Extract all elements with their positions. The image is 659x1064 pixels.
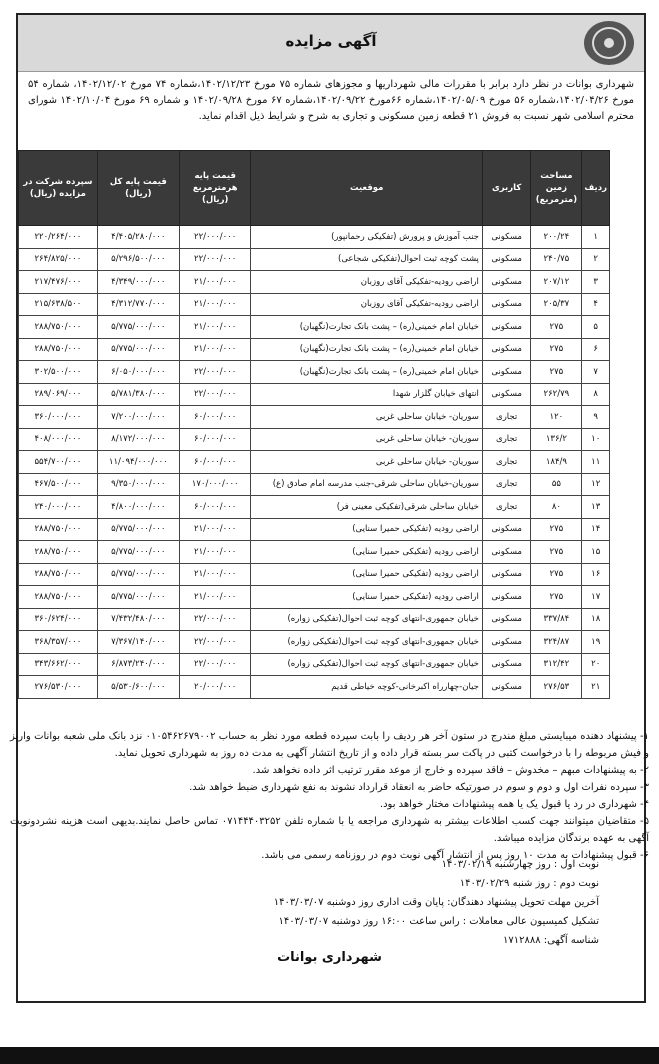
cell-location: خیابان امام خمینی(ره) – پشت بانک تجارت(نگهبان) xyxy=(251,361,482,384)
cell-usage: مسکونی xyxy=(482,361,530,384)
condition-item: ۶- قبول پیشنهادات به مدت ۱۰ روز پس از انتشار آگهی نوبت دوم در روزنامه رسمی می باشد. xyxy=(261,850,649,861)
cell-location: اراضی رودیه-تفکیکی آقای روزبان xyxy=(251,271,482,294)
condition-item: ۴- شهرداری در رد یا قبول یک یا همه پیشنهادات مختار خواهد بود. xyxy=(379,799,649,810)
header-total-price: قیمت پایه کل (ریال) xyxy=(97,151,179,226)
table-header-row xyxy=(19,151,610,226)
cell-deposit: ۳۶۰/۶۲۴/۰۰۰ xyxy=(19,608,98,631)
conditions-list xyxy=(10,728,649,864)
cell-usage: مسکونی xyxy=(482,676,530,699)
cell-deposit: ۲۱۷/۴۷۶/۰۰۰ xyxy=(19,271,98,294)
table-row xyxy=(19,428,610,451)
cell-deposit: ۵۵۴/۷۰۰/۰۰۰ xyxy=(19,451,98,474)
cell-usage: مسکونی xyxy=(482,316,530,339)
cell-total-price: ۱۱/۰۹۴/۰۰۰/۰۰۰ xyxy=(97,451,179,474)
notice-first-publication: نوبت اول : روز چهارشنبه ۱۴۰۳/۰۲/۱۹ xyxy=(441,859,599,870)
cell-total-price: ۵/۷۷۵/۰۰۰/۰۰۰ xyxy=(97,518,179,541)
cell-usage: تجاری xyxy=(482,473,530,496)
cell-area: ۳۲۴/۸۷ xyxy=(531,631,582,654)
cell-deposit: ۲۸۸/۷۵۰/۰۰۰ xyxy=(19,518,98,541)
cell-area: ۲۷۵ xyxy=(531,586,582,609)
cell-location: اراضی رودیه (تفکیکی حمیرا سنایی) xyxy=(251,563,482,586)
cell-usage: تجاری xyxy=(482,406,530,429)
condition-item: ۲- به پیشنهادات مبهم – مخدوش – فاقد سپرده و خارج از موعد مقرر ترتیب اثر داده نخواهد شد. xyxy=(252,765,649,776)
cell-deposit: ۲۸۸/۷۵۰/۰۰۰ xyxy=(19,563,98,586)
cell-location: اراضی رودیه (تفکیکی حمیرا سنایی) xyxy=(251,518,482,541)
header-area: مساحت زمین (مترمربع) xyxy=(531,151,582,226)
cell-row-number: ۱۹ xyxy=(582,631,610,654)
cell-deposit: ۲۸۸/۷۵۰/۰۰۰ xyxy=(19,316,98,339)
cell-area: ۲۴۰/۷۵ xyxy=(531,248,582,271)
cell-row-number: ۲۰ xyxy=(582,653,610,676)
cell-area: ۲۷۵ xyxy=(531,361,582,384)
cell-row-number: ۱۵ xyxy=(582,541,610,564)
cell-unit-price: ۲۲/۰۰۰/۰۰۰ xyxy=(179,608,251,631)
cell-location: خیابان امام خمینی(ره) – پشت بانک تجارت(نگهبان) xyxy=(251,316,482,339)
cell-row-number: ۶ xyxy=(582,338,610,361)
cell-row-number: ۹ xyxy=(582,406,610,429)
notice-second-publication: نوبت دوم : روز شنبه ۱۴۰۳/۰۲/۲۹ xyxy=(459,878,599,889)
cell-usage: تجاری xyxy=(482,428,530,451)
condition-item: ۵- متقاضیان میتوانند جهت کسب اطلاعات بیشتر به شهرداری مراجعه یا با شماره تلفن ۰۷۱۴۴۴۰۳۲۵۲ تماس حاصل نمایند.بدیهی است هزینه نشردونوبت آگهی به عهده برندگان مزایده میباشد. xyxy=(10,816,649,844)
cell-unit-price: ۲۱/۰۰۰/۰۰۰ xyxy=(179,563,251,586)
cell-deposit: ۲۴۰/۰۰۰/۰۰۰ xyxy=(19,496,98,519)
cell-row-number: ۱ xyxy=(582,226,610,249)
cell-unit-price: ۶۰/۰۰۰/۰۰۰ xyxy=(179,496,251,519)
cell-row-number: ۱۲ xyxy=(582,473,610,496)
cell-deposit: ۳۶۰/۰۰۰/۰۰۰ xyxy=(19,406,98,429)
table-row xyxy=(19,383,610,406)
cell-unit-price: ۶۰/۰۰۰/۰۰۰ xyxy=(179,451,251,474)
cell-area: ۲۰۵/۳۷ xyxy=(531,293,582,316)
cell-location: اراضی رودیه (تفکیکی حمیرا سنایی) xyxy=(251,586,482,609)
cell-total-price: ۷/۲۰۰/۰۰۰/۰۰۰ xyxy=(97,406,179,429)
cell-row-number: ۱۳ xyxy=(582,496,610,519)
cell-usage: مسکونی xyxy=(482,586,530,609)
cell-location: سوریان- خیابان ساحلی غربی xyxy=(251,406,482,429)
cell-total-price: ۵/۷۷۵/۰۰۰/۰۰۰ xyxy=(97,338,179,361)
cell-area: ۵۵ xyxy=(531,473,582,496)
table-row xyxy=(19,338,610,361)
cell-location: خیابان جمهوری-انتهای کوچه ثبت احوال(تفکیکی زواره) xyxy=(251,653,482,676)
cell-deposit: ۲۷۶/۵۳۰/۰۰۰ xyxy=(19,676,98,699)
cell-row-number: ۸ xyxy=(582,383,610,406)
cell-unit-price: ۲۲/۰۰۰/۰۰۰ xyxy=(179,383,251,406)
cell-usage: مسکونی xyxy=(482,518,530,541)
cell-unit-price: ۶۰/۰۰۰/۰۰۰ xyxy=(179,428,251,451)
cell-total-price: ۶/۰۵۰/۰۰۰/۰۰۰ xyxy=(97,361,179,384)
cell-location: خیابان امام خمینی(ره) – پشت بانک تجارت(نگهبان) xyxy=(251,338,482,361)
table-row xyxy=(19,271,610,294)
header-unit-price: قیمت پایه هرمترمربع (ریال) xyxy=(179,151,251,226)
cell-usage: مسکونی xyxy=(482,541,530,564)
cell-location: سوریان-خیابان ساحلی شرقی-جنب مدرسه امام صادق (ع) xyxy=(251,473,482,496)
cell-row-number: ۲ xyxy=(582,248,610,271)
cell-location: سوریان- خیابان ساحلی غربی xyxy=(251,451,482,474)
cell-row-number: ۲۱ xyxy=(582,676,610,699)
cell-deposit: ۳۶۸/۳۵۷/۰۰۰ xyxy=(19,631,98,654)
cell-location: خیابان جمهوری-انتهای کوچه ثبت احوال(تفکیکی زواره) xyxy=(251,608,482,631)
cell-usage: مسکونی xyxy=(482,248,530,271)
cell-total-price: ۵/۵۳۰/۶۰۰/۰۰۰ xyxy=(97,676,179,699)
cell-row-number: ۱۸ xyxy=(582,608,610,631)
condition-item: ۱- پیشنهاد دهنده میبایستی مبلغ مندرج در ستون آخر هر ردیف را بابت سپرده قطعه مورد نظر به حساب ۰۱۰۵۴۶۲۶۷۹۰۰۲ نزد بانک ملی شعبه بوانات واریز و فیش مربوطه را با درخواست کتبی در پاکت سر بسته قرار داده و از تاریخ انتشار آگهی به مدت ده روز به شهرداری تحویل نماید. xyxy=(10,731,649,759)
cell-unit-price: ۲۲/۰۰۰/۰۰۰ xyxy=(179,226,251,249)
cell-area: ۲۰۷/۱۲ xyxy=(531,271,582,294)
cell-total-price: ۵/۷۷۵/۰۰۰/۰۰۰ xyxy=(97,541,179,564)
cell-area: ۲۷۵ xyxy=(531,518,582,541)
header-usage: کاربری xyxy=(482,151,530,226)
cell-usage: مسکونی xyxy=(482,608,530,631)
cell-usage: مسکونی xyxy=(482,563,530,586)
intro-text: شهرداری بوانات در نظر دارد برابر با مقررات مالی شهرداریها و مجوزهای شماره ۷۵ مورخ ۱۴۰۲/۱۲/۲۳،شماره ۷۴ مورخ ۱۴۰۲/۱۲/۰۲، شماره ۵۴ مورخ ۱۴۰۲/۰۴/۲۶،شماره ۵۶ مورخ ۱۴۰۲/۰۵/۰۹،شماره ۶۶مورخ ۱۴۰۲/۰۹/۲۲،شماره ۶۷ مورخ ۱۴۰۲/۰۹/۲۸ و شماره ۶۹ مورخ ۱۴۰۲/۱۰/۰۴ شورای محترم اسلامی شهر نسبت به فروش ۲۱ قطعه زمین مسکونی و تجاری به شرح و شرایط ذیل اقدام نماید. xyxy=(28,79,635,122)
table-row xyxy=(19,676,610,699)
auction-table xyxy=(18,150,610,699)
table-body xyxy=(19,226,610,699)
cell-row-number: ۱۱ xyxy=(582,451,610,474)
table-row xyxy=(19,361,610,384)
cell-location: خیابان ساحلی شرقی(تفکیکی معینی فر) xyxy=(251,496,482,519)
cell-total-price: ۶/۸۷۳/۲۴۰/۰۰۰ xyxy=(97,653,179,676)
condition-item: ۳- سپرده نفرات اول و دوم و سوم در صورتیکه حاضر به انعقاد قرارداد نشوند به نفع شهرداری ضبط خواهد شد. xyxy=(189,782,649,793)
cell-unit-price: ۲۱/۰۰۰/۰۰۰ xyxy=(179,518,251,541)
cell-deposit: ۲۸۸/۷۵۰/۰۰۰ xyxy=(19,338,98,361)
header-location: موقعیت xyxy=(251,151,482,226)
page-title: آگهی مزایده xyxy=(285,32,377,50)
header-band xyxy=(18,15,644,72)
publication-notices xyxy=(274,855,599,950)
cell-location: جنب آموزش و پرورش (تفکیکی رحمانپور) xyxy=(251,226,482,249)
table-row xyxy=(19,586,610,609)
cell-area: ۳۳۷/۸۴ xyxy=(531,608,582,631)
cell-total-price: ۵/۷۷۵/۰۰۰/۰۰۰ xyxy=(97,563,179,586)
cell-location: سوریان- خیابان ساحلی غربی xyxy=(251,428,482,451)
cell-total-price: ۴/۳۱۲/۷۷۰/۰۰۰ xyxy=(97,293,179,316)
cell-area: ۲۷۵ xyxy=(531,338,582,361)
cell-area: ۲۷۵ xyxy=(531,541,582,564)
cell-row-number: ۱۴ xyxy=(582,518,610,541)
cell-deposit: ۲۸۸/۷۵۰/۰۰۰ xyxy=(19,541,98,564)
cell-deposit: ۳۰۲/۵۰۰/۰۰۰ xyxy=(19,361,98,384)
cell-total-price: ۵/۷۷۵/۰۰۰/۰۰۰ xyxy=(97,586,179,609)
cell-unit-price: ۲۱/۰۰۰/۰۰۰ xyxy=(179,541,251,564)
header-row-number: ردیف xyxy=(582,151,610,226)
cell-deposit: ۲۱۵/۶۳۸/۵۰۰ xyxy=(19,293,98,316)
cell-usage: تجاری xyxy=(482,451,530,474)
notice-id: شناسه آگهی: ۱۷۱۲۸۸۸ xyxy=(502,935,599,946)
table-row xyxy=(19,293,610,316)
notice-commission: تشکیل کمیسیون عالی معاملات : راس ساعت ۱۶:۰۰ روز دوشنبه ۱۴۰۳/۰۳/۰۷ xyxy=(278,916,599,927)
table-row xyxy=(19,631,610,654)
cell-unit-price: ۲۲/۰۰۰/۰۰۰ xyxy=(179,248,251,271)
table-row xyxy=(19,406,610,429)
cell-usage: مسکونی xyxy=(482,653,530,676)
cell-unit-price: ۲۱/۰۰۰/۰۰۰ xyxy=(179,271,251,294)
cell-area: ۲۷۵ xyxy=(531,563,582,586)
notice-deadline: آخرین مهلت تحویل پیشنهاد دهندگان: پایان وقت اداری روز دوشنبه ۱۴۰۳/۰۳/۰۷ xyxy=(273,897,599,908)
cell-deposit: ۲۸۹/۰۶۹/۰۰۰ xyxy=(19,383,98,406)
cell-usage: مسکونی xyxy=(482,226,530,249)
cell-deposit: ۳۴۳/۶۶۲/۰۰۰ xyxy=(19,653,98,676)
cell-area: ۳۱۲/۴۲ xyxy=(531,653,582,676)
cell-row-number: ۵ xyxy=(582,316,610,339)
cell-usage: مسکونی xyxy=(482,383,530,406)
table-row xyxy=(19,518,610,541)
table-row xyxy=(19,608,610,631)
cell-usage: تجاری xyxy=(482,496,530,519)
cell-row-number: ۷ xyxy=(582,361,610,384)
header-deposit: سپرده شرکت در مزایده (ریال) xyxy=(19,151,98,226)
cell-area: ۲۰۰/۲۴ xyxy=(531,226,582,249)
table-row xyxy=(19,653,610,676)
table-row xyxy=(19,226,610,249)
cell-unit-price: ۲۱/۰۰۰/۰۰۰ xyxy=(179,316,251,339)
cell-row-number: ۱۶ xyxy=(582,563,610,586)
cell-unit-price: ۲۰/۰۰۰/۰۰۰ xyxy=(179,676,251,699)
cell-unit-price: ۲۱/۰۰۰/۰۰۰ xyxy=(179,586,251,609)
cell-area: ۲۶۲/۷۹ xyxy=(531,383,582,406)
table-row xyxy=(19,248,610,271)
table-row xyxy=(19,473,610,496)
cell-unit-price: ۲۲/۰۰۰/۰۰۰ xyxy=(179,653,251,676)
cell-unit-price: ۱۷۰/۰۰۰/۰۰۰ xyxy=(179,473,251,496)
cell-total-price: ۴/۳۴۹/۰۰۰/۰۰۰ xyxy=(97,271,179,294)
cell-deposit: ۲۲۰/۲۶۴/۰۰۰ xyxy=(19,226,98,249)
cell-row-number: ۴ xyxy=(582,293,610,316)
cell-area: ۱۲۰ xyxy=(531,406,582,429)
cell-location: جیان-چهارراه اکبرخانی-کوچه خیاطی قدیم xyxy=(251,676,482,699)
cell-total-price: ۵/۷۸۱/۳۸۰/۰۰۰ xyxy=(97,383,179,406)
table-row xyxy=(19,496,610,519)
cell-deposit: ۴۶۷/۵۰۰/۰۰۰ xyxy=(19,473,98,496)
cell-unit-price: ۲۱/۰۰۰/۰۰۰ xyxy=(179,338,251,361)
cell-unit-price: ۲۲/۰۰۰/۰۰۰ xyxy=(179,631,251,654)
cell-location: اراضی رودیه (تفکیکی حمیرا سنایی) xyxy=(251,541,482,564)
cell-total-price: ۴/۴۰۵/۲۸۰/۰۰۰ xyxy=(97,226,179,249)
cell-unit-price: ۲۲/۰۰۰/۰۰۰ xyxy=(179,361,251,384)
cell-total-price: ۵/۷۷۵/۰۰۰/۰۰۰ xyxy=(97,316,179,339)
cell-total-price: ۷/۴۳۲/۴۸۰/۰۰۰ xyxy=(97,608,179,631)
cell-location: انتهای خیابان گلزار شهدا xyxy=(251,383,482,406)
table-row xyxy=(19,451,610,474)
cell-total-price: ۴/۸۰۰/۰۰۰/۰۰۰ xyxy=(97,496,179,519)
cell-row-number: ۳ xyxy=(582,271,610,294)
cell-location: پشت کوچه ثبت احوال(تفکیکی شجاعی) xyxy=(251,248,482,271)
cell-usage: مسکونی xyxy=(482,293,530,316)
cell-usage: مسکونی xyxy=(482,338,530,361)
cell-usage: مسکونی xyxy=(482,631,530,654)
cell-area: ۲۷۶/۵۳ xyxy=(531,676,582,699)
bottom-bar xyxy=(0,1047,659,1064)
cell-total-price: ۵/۲۹۶/۵۰۰/۰۰۰ xyxy=(97,248,179,271)
cell-usage: مسکونی xyxy=(482,271,530,294)
cell-area: ۲۷۵ xyxy=(531,316,582,339)
cell-unit-price: ۲۱/۰۰۰/۰۰۰ xyxy=(179,293,251,316)
cell-deposit: ۲۶۴/۸۲۵/۰۰۰ xyxy=(19,248,98,271)
cell-unit-price: ۶۰/۰۰۰/۰۰۰ xyxy=(179,406,251,429)
cell-row-number: ۱۰ xyxy=(582,428,610,451)
signature: شهرداری بوانات xyxy=(277,950,382,965)
cell-deposit: ۴۰۸/۰۰۰/۰۰۰ xyxy=(19,428,98,451)
cell-total-price: ۹/۳۵۰/۰۰۰/۰۰۰ xyxy=(97,473,179,496)
cell-area: ۱۸۴/۹ xyxy=(531,451,582,474)
table-row xyxy=(19,316,610,339)
cell-area: ۱۳۶/۲ xyxy=(531,428,582,451)
cell-location: اراضی رودیه-تفکیکی آقای روزبان xyxy=(251,293,482,316)
cell-area: ۸۰ xyxy=(531,496,582,519)
table-row xyxy=(19,563,610,586)
table-row xyxy=(19,541,610,564)
cell-total-price: ۷/۳۶۷/۱۴۰/۰۰۰ xyxy=(97,631,179,654)
cell-total-price: ۸/۱۷۲/۰۰۰/۰۰۰ xyxy=(97,428,179,451)
cell-location: خیابان جمهوری-انتهای کوچه ثبت احوال(تفکیکی زواره) xyxy=(251,631,482,654)
cell-deposit: ۲۸۸/۷۵۰/۰۰۰ xyxy=(19,586,98,609)
cell-row-number: ۱۷ xyxy=(582,586,610,609)
